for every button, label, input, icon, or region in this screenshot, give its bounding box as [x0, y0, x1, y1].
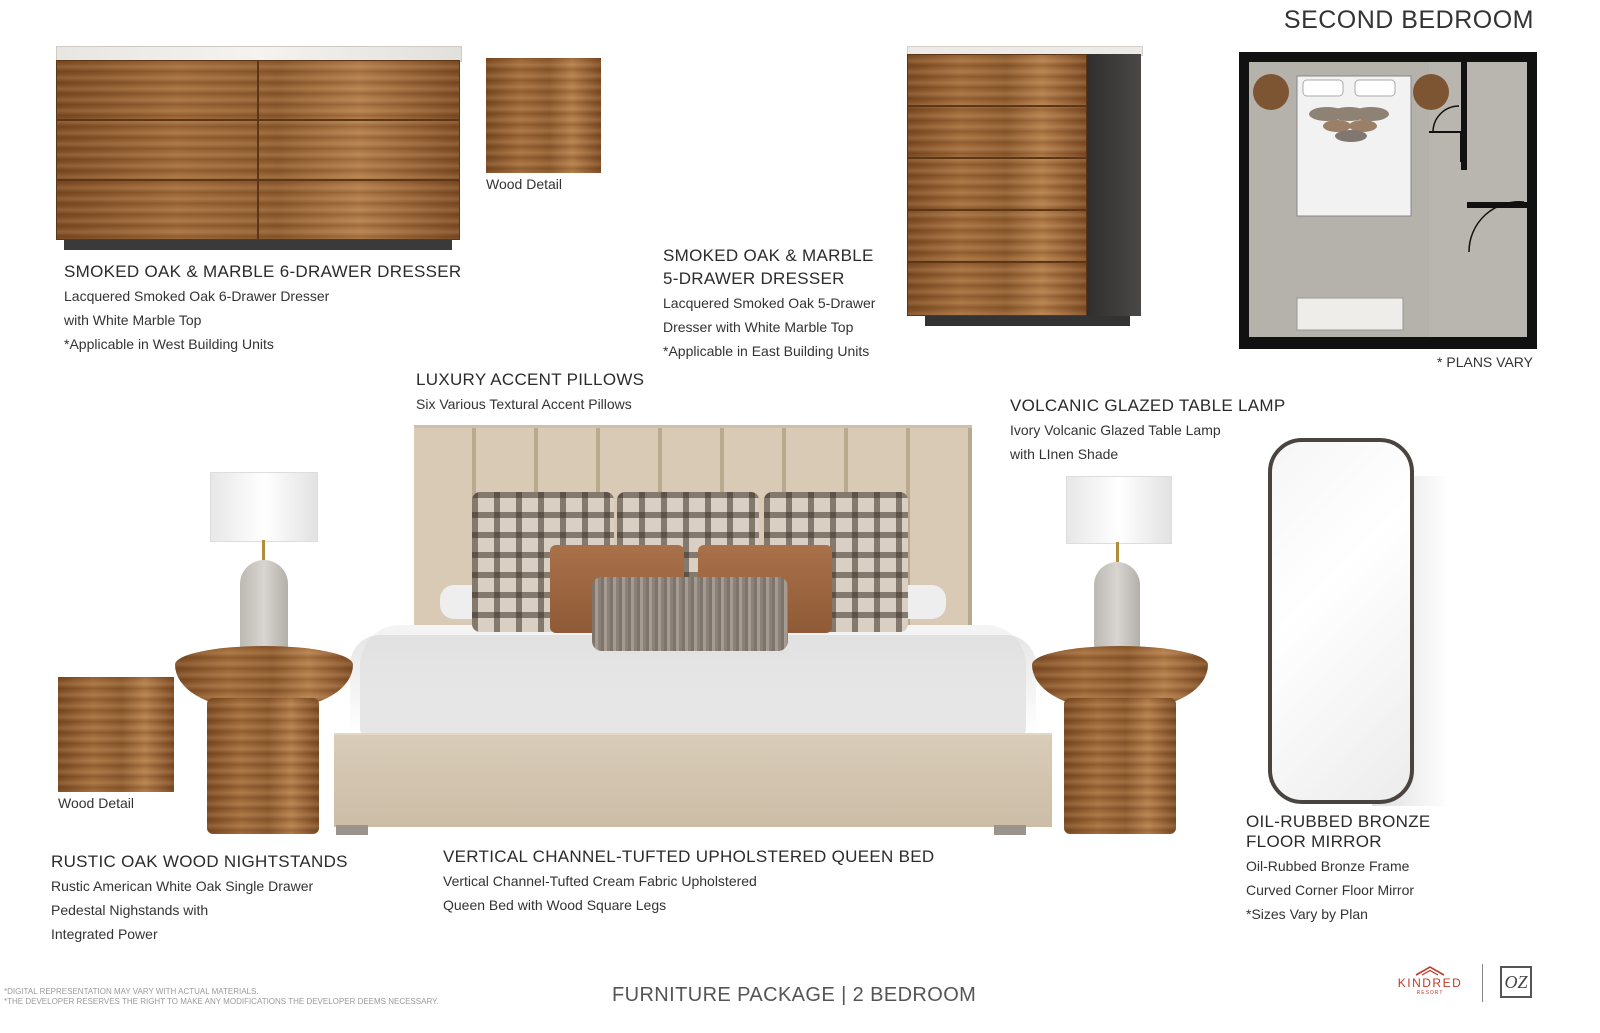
pillows-line: Six Various Textural Accent Pillows — [416, 396, 632, 412]
pillows-description — [416, 392, 632, 416]
mirror-line: *Sizes Vary by Plan — [1246, 906, 1368, 922]
lamp-title: VOLCANIC GLAZED TABLE LAMP — [1010, 396, 1286, 415]
dresser-6-drawer-image — [48, 46, 468, 254]
dresser-5-line: *Applicable in East Building Units — [663, 343, 870, 359]
floor-plan-drawing — [1239, 52, 1537, 349]
oz-monogram-text: OZ — [1504, 972, 1528, 992]
nightstands-title: RUSTIC OAK WOOD NIGHTSTANDS — [51, 852, 348, 871]
mirror-frame — [1268, 438, 1414, 804]
plans-vary-note: * PLANS VARY — [1437, 354, 1533, 370]
disclaimer-line: *DIGITAL REPRESENTATION MAY VARY WITH ACTUAL MATERIALS. — [4, 987, 259, 996]
lumbar-pillow — [592, 577, 788, 651]
dresser-6-description — [64, 284, 329, 356]
bed-line: Vertical Channel-Tufted Cream Fabric Upholstered — [443, 873, 757, 889]
oz-monogram-logo — [1500, 966, 1532, 998]
resort-wordmark: RESORT — [1416, 990, 1444, 996]
lamp-line: with LInen Shade — [1010, 446, 1119, 462]
nightstands-line: Rustic American White Oak Single Drawer — [51, 878, 314, 894]
right-nightstand — [1032, 646, 1208, 834]
wood-detail-swatch-left — [58, 677, 174, 792]
queen-bed-image — [330, 425, 1060, 840]
dresser-6-line: Lacquered Smoked Oak 6-Drawer Dresser — [64, 288, 330, 304]
lamp-shade — [210, 472, 318, 542]
wood-detail-swatch-top — [486, 58, 601, 173]
dresser-side-panel — [1085, 54, 1141, 316]
wood-detail-caption-top: Wood Detail — [486, 176, 563, 192]
dresser-5-line: Lacquered Smoked Oak 5-Drawer — [663, 295, 876, 311]
bed-description — [443, 869, 757, 917]
lamp-line: Ivory Volcanic Glazed Table Lamp — [1010, 422, 1221, 438]
mirror-line: Curved Corner Floor Mirror — [1246, 882, 1415, 898]
nightstands-line: Integrated Power — [51, 926, 158, 942]
dresser-base — [64, 240, 452, 250]
dresser-6-title: SMOKED OAK & MARBLE 6-DRAWER DRESSER — [64, 262, 462, 281]
dresser-5-title-line: 5-DRAWER DRESSER — [663, 269, 845, 288]
floor-plan — [1239, 52, 1537, 349]
bed-title: VERTICAL CHANNEL-TUFTED UPHOLSTERED QUEEN BED — [443, 847, 935, 866]
dresser-base — [925, 316, 1130, 326]
dresser-5-description — [663, 291, 875, 363]
disclaimer-line: *THE DEVELOPER RESERVES THE RIGHT TO MAKE ANY MODIFICATIONS THE DEVELOPER DEEMS NECESSARY. — [4, 997, 439, 1006]
mirror-title-line: OIL-RUBBED BRONZE — [1246, 812, 1431, 831]
dresser-5-title-line: SMOKED OAK & MARBLE — [663, 246, 874, 265]
bed-line: Queen Bed with Wood Square Legs — [443, 897, 667, 913]
bed-leg — [994, 825, 1026, 835]
nightstands-description — [51, 874, 313, 946]
lamp-base — [1094, 562, 1140, 652]
disclaimer — [4, 987, 439, 1007]
left-nightstand — [175, 646, 353, 834]
page-title: SECOND BEDROOM — [1283, 6, 1534, 34]
dresser-5-line: Dresser with White Marble Top — [663, 319, 854, 335]
footer-title: FURNITURE PACKAGE | 2 BEDROOM — [612, 984, 977, 1006]
right-table-lamp — [1064, 476, 1172, 652]
floor-mirror-image — [1252, 436, 1452, 808]
roof-icon — [1415, 966, 1445, 976]
mirror-line: Oil-Rubbed Bronze Frame — [1246, 858, 1410, 874]
wood-detail-caption-left: Wood Detail — [58, 795, 135, 811]
dresser-5-drawer-image — [905, 46, 1145, 341]
dresser-6-line: *Applicable in West Building Units — [64, 336, 274, 352]
footer-divider — [1482, 964, 1483, 1002]
kindred-wordmark: KINDRED — [1397, 976, 1463, 990]
mirror-description — [1246, 854, 1414, 926]
mirror-title — [1246, 812, 1431, 852]
lamp-description — [1010, 418, 1221, 466]
bed-base — [334, 733, 1052, 827]
dresser-5-title — [663, 244, 874, 290]
lamp-shade — [1066, 476, 1172, 544]
lamp-base — [240, 560, 288, 652]
left-table-lamp — [208, 472, 320, 652]
nightstands-line: Pedestal Nighstands with — [51, 902, 209, 918]
mirror-title-line: FLOOR MIRROR — [1246, 832, 1382, 851]
pillows-title: LUXURY ACCENT PILLOWS — [416, 370, 645, 389]
kindred-resort-logo — [1394, 966, 1466, 1006]
dresser-6-line: with White Marble Top — [64, 312, 202, 328]
